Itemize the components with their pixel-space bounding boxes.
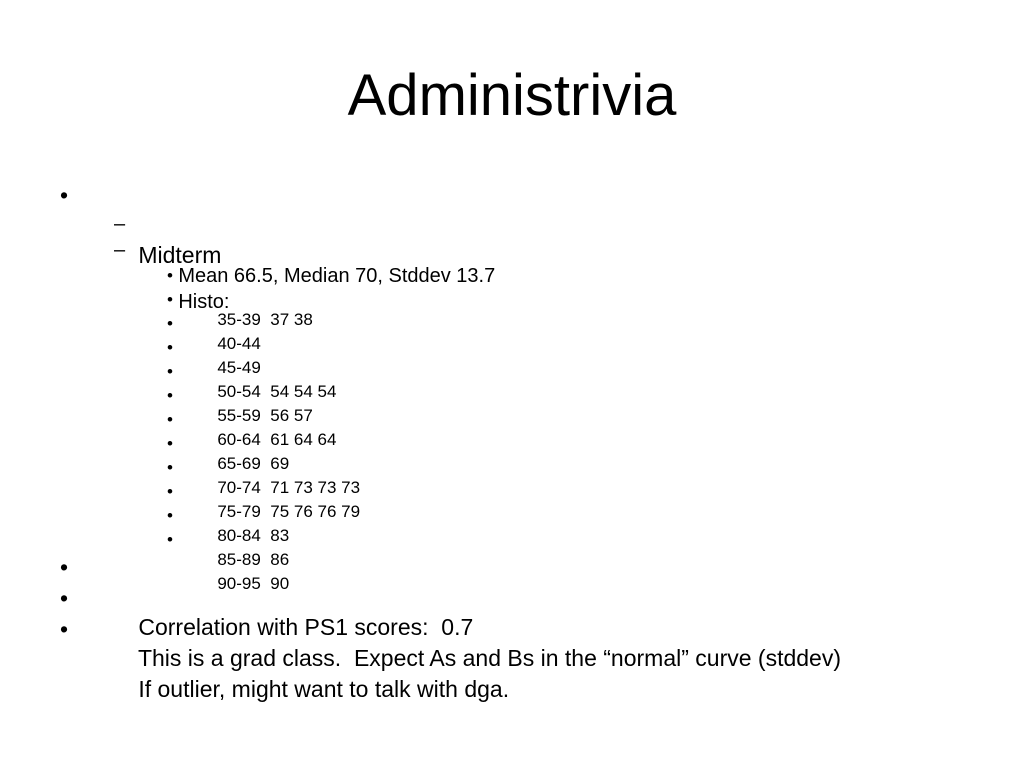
histo-text: 90-95 90	[217, 574, 290, 593]
bullet-marker: •	[167, 266, 173, 285]
dash-marker: –	[114, 239, 126, 261]
bullet-marker: •	[60, 554, 69, 580]
bullet-outlier	[60, 614, 510, 734]
histo-text: 70-74 71 73 73 73	[217, 478, 361, 497]
bullet-marker: •	[167, 506, 173, 525]
bullet-marker: •	[167, 314, 173, 333]
dash-marker: –	[114, 213, 126, 235]
bullet-marker: •	[167, 338, 173, 357]
bullet-marker: •	[167, 530, 173, 549]
sub-bullet-text: Mean 66.5, Median 70, Stddev 13.7	[178, 265, 496, 287]
bullet-marker: •	[167, 482, 173, 501]
histo-text: 45-49	[217, 358, 261, 377]
histo-text: 65-69 69	[217, 454, 290, 473]
bullet-marker: •	[60, 585, 69, 611]
bullet-marker: •	[167, 434, 173, 453]
histo-text: 40-44	[217, 334, 261, 353]
histo-text: 85-89 86	[217, 550, 290, 569]
histo-text: 80-84 83	[217, 526, 290, 545]
bullet-marker: •	[60, 616, 69, 642]
histo-text: 60-64 61 64 64	[217, 430, 337, 449]
bullet-marker: •	[167, 362, 173, 381]
bullet-marker: •	[167, 290, 173, 309]
bullet-marker: •	[167, 410, 173, 429]
bullet-marker: •	[167, 458, 173, 477]
histo-text: 75-79 75 76 76 79	[217, 502, 361, 521]
histo-text: 35-39 37 38	[217, 310, 313, 329]
slide-title: Administrivia	[347, 63, 677, 128]
sub-bullet-text: Histo:	[178, 291, 230, 313]
bullet-marker: •	[60, 182, 69, 208]
bullet-text: This is a grad class. Expect As and Bs in the “normal” curve (stddev)	[137, 645, 841, 671]
bullet-text: Midterm	[138, 242, 222, 268]
bullet-text: If outlier, might want to talk with dga.	[138, 676, 510, 702]
histo-text: 55-59 56 57	[217, 406, 313, 425]
bullet-marker: •	[167, 386, 173, 405]
bullet-text: Correlation with PS1 scores: 0.7	[138, 614, 474, 640]
histo-text: 50-54 54 54 54	[217, 382, 337, 401]
